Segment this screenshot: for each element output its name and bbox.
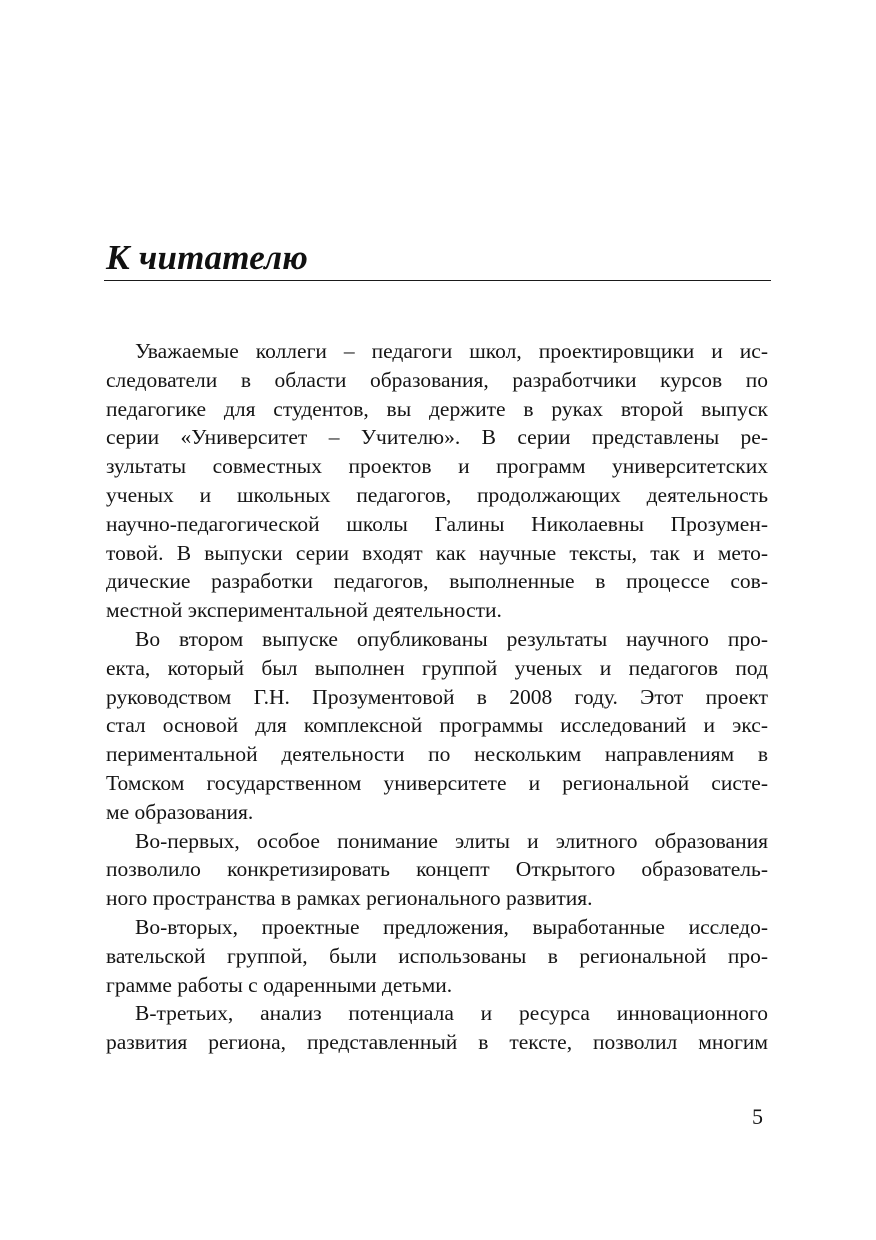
text-line: дические разработки педагогов, выполненные в процессе сов- (106, 569, 768, 594)
text-line: Во-вторых, проектные предложения, выработанные исследо- (135, 914, 768, 939)
text-line: В-третьих, анализ потенциала и ресурса инновационного (135, 1001, 768, 1026)
text-line: Уважаемые коллеги – педагоги школ, проектировщики и ис- (135, 339, 768, 363)
text-line: екта, который был выполнен группой ученых и педагогов под (106, 655, 768, 680)
paragraph-2 (106, 625, 768, 827)
text-line: развития региона, представленный в тексте, позволил многим (106, 1030, 768, 1055)
paragraph-1 (106, 337, 768, 625)
text-line: товой. В выпуски серии входят как научные тексты, так и мето- (106, 540, 768, 565)
text-line: руководством Г.Н. Прозументовой в 2008 году. Этот проект (106, 684, 768, 709)
text-line: стал основой для комплексной программы исследований и экс- (106, 713, 768, 738)
text-line: периментальной деятельности по нескольким направлениям в (106, 742, 768, 767)
text-line: Во втором выпуске опубликованы результаты научного про- (135, 626, 768, 651)
text-line: вательской группой, были использованы в региональной про- (106, 943, 768, 968)
text-line: местной экспериментальной деятельности. (106, 598, 502, 623)
page-heading: К читателю (106, 238, 308, 277)
text-line: ученых и школьных педагогов, продолжающих деятельность (106, 482, 768, 507)
text-line: ного пространства в рамках регионального развития. (106, 886, 593, 911)
page-number: 5 (752, 1104, 763, 1129)
paragraph-4 (106, 913, 768, 999)
text-line: ме образования. (106, 799, 254, 824)
heading-underline (104, 280, 771, 281)
body-text (106, 337, 768, 1057)
text-line: грамме работы с одаренными детьми. (106, 972, 453, 997)
text-line: Во-первых, особое понимание элиты и элитного образования (135, 828, 768, 853)
text-line: позволило конкретизировать концепт Открытого образователь- (106, 857, 768, 882)
text-line: Томском государственном университете и региональной систе- (106, 770, 768, 795)
paragraph-3 (106, 827, 768, 913)
text-line: научно-педагогической школы Галины Николаевны Прозумен- (106, 511, 768, 536)
text-line: серии «Университет – Учителю». В серии представлены ре- (106, 425, 768, 450)
text-line: педагогике для студентов, вы держите в руках второй выпуск (106, 396, 768, 421)
paragraph-5 (106, 999, 768, 1057)
text-line: зультаты совместных проектов и программ университетских (106, 454, 768, 479)
text-line: следователи в области образования, разработчики курсов по (106, 367, 768, 392)
